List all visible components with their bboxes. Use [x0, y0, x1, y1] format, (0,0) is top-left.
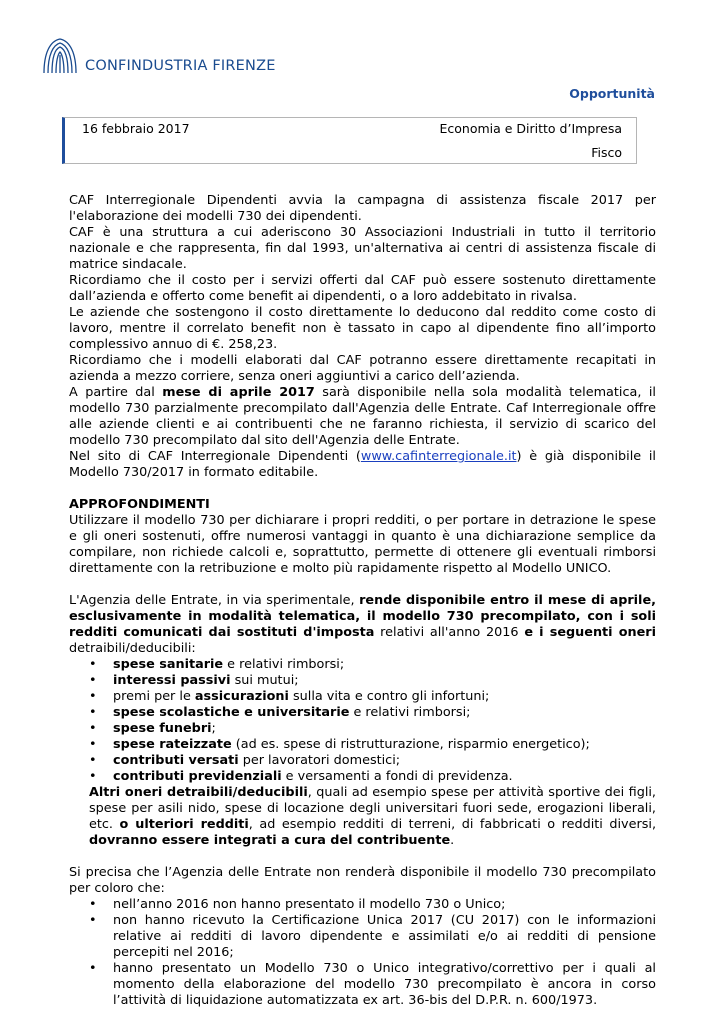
intro-paragraph-6: A partire dal mese di aprile 2017 sarà disponibile nella sola modalità telematica, il modello 730 parzialmente precompilato dall'Agenzia delle Entrate. Caf Interregionale offre alle aziende clienti e ai contribuenti che ne faranno richiesta, il servizio di scarico del modello 730 precompilato dal sito dell'Agenzia delle Entrate. [69, 385, 656, 448]
list-item: • spese sanitarie e relativi rimborsi; [113, 657, 656, 673]
list-item: • contributi previdenziali e versamenti a fondi di previdenza. [113, 769, 656, 785]
list-item: • nell’anno 2016 non hanno presentato il modello 730 o Unico; [113, 897, 656, 913]
intro-paragraph-3: Ricordiamo che il costo per i servizi offerti dal CAF può essere sostenuto direttamente dall’azienda e offerto come benefit ai dipendenti, o a loro addebitato in rivalsa. [69, 273, 656, 304]
list-item: • interessi passivi sui mutui; [113, 673, 656, 689]
confindustria-emblem-icon [40, 35, 80, 75]
section-heading: APPROFONDIMENTI [69, 497, 210, 512]
subsector-label: Fisco [591, 145, 622, 160]
approfondimenti-paragraph-1: Utilizzare il modello 730 per dichiarare i propri redditi, o per portare in detrazione le spese e gli oneri sostenuti, offre numerosi vantaggi in quanto è una dichiarazione semplice da compilare, non richiede calcoli e, soprattutto, permette di ottenere gli eventuali rimborsi direttamente con la retribuzione e molto più rapidamente rispetto al Modello UNICO. [69, 513, 656, 576]
list-item: • spese funebri; [113, 721, 656, 737]
info-box [62, 117, 637, 164]
list-item: • non hanno ricevuto la Certificazione Unica 2017 (CU 2017) con le informazioni relative ai redditi di lavoro dipendente e assimilati e/o ai redditi di pensione percepiti nel 2016; [113, 913, 656, 961]
confindustria-logo [40, 35, 276, 75]
list-item: • hanno presentato un Modello 730 o Unico integrativo/correttivo per i quali al momento della elaborazione del modello 730 precompilato è ancora in corso l’attività di liquidazione automatizzata ex art. 36-bis del D.P.R. n. 600/1973. [113, 961, 656, 1009]
oneri-list [69, 657, 656, 785]
list-item: • spese rateizzate (ad es. spese di ristrutturazione, risparmio energetico); [113, 737, 656, 753]
list-item: • contributi versati per lavoratori domestici; [113, 753, 656, 769]
intro-paragraph-4: Le aziende che sostengono il costo direttamente lo deducono dal reddito come costo di lavoro, mentre il correlato benefit non è tassato in capo al dipendente fino all’importo complessivo annuo di €. 258,23. [69, 305, 656, 352]
document-body [69, 193, 656, 1009]
category-label: Opportunità [569, 86, 655, 101]
esclusioni-list [69, 897, 656, 1009]
list-item: • spese scolastiche e universitarie e relativi rimborsi; [113, 705, 656, 721]
logo-text: CONFINDUSTRIA FIRENZE [85, 58, 276, 74]
approfondimenti-paragraph-3: Si precisa che l’Agenzia delle Entrate non renderà disponibile il modello 730 precompilato per coloro che: [69, 865, 656, 896]
intro-paragraph-2: CAF è una struttura a cui aderiscono 30 Associazioni Industriali in tutto il territorio nazionale e che rappresenta, fin dal 1993, un'alternativa ai centri di assistenza fiscale di matrice sindacale. [69, 225, 656, 272]
intro-paragraph-1: CAF Interregionale Dipendenti avvia la campagna di assistenza fiscale 2017 per l'elaborazione dei modelli 730 dei dipendenti. [69, 193, 656, 224]
intro-paragraph-7: Nel sito di CAF Interregionale Dipendenti (www.cafinterregionale.it) è già disponibile il Modello 730/2017 in formato editabile. [69, 449, 656, 480]
sector-label: Economia e Diritto d’Impresa [439, 121, 622, 136]
caf-website-link[interactable]: www.cafinterregionale.it [360, 449, 517, 464]
altri-oneri-paragraph: Altri oneri detraibili/deducibili, quali ad esempio spese per attività sportive dei figli, spese per asili nido, spese di locazione degli universitari fuori sede, erogazioni liberali, etc. o ulteriori redditi, ad esempio redditi di terreni, di fabbricati o redditi diversi, dovranno essere integrati a cura del contribuente. [89, 785, 657, 848]
document-date: 16 febbraio 2017 [82, 121, 190, 136]
list-item: • premi per le assicurazioni sulla vita e contro gli infortuni; [113, 689, 656, 705]
intro-paragraph-5: Ricordiamo che i modelli elaborati dal CAF potranno essere direttamente recapitati in azienda a mezzo corriere, senza oneri aggiuntivi a carico dell’azienda. [69, 353, 656, 384]
approfondimenti-paragraph-2: L'Agenzia delle Entrate, in via sperimentale, rende disponibile entro il mese di aprile, esclusivamente in modalità telematica, il modello 730 precompilato, con i soli redditi comunicati dai sostituti d'imposta relativi all'anno 2016 e i seguenti oneri detraibili/deducibili: [69, 593, 656, 656]
